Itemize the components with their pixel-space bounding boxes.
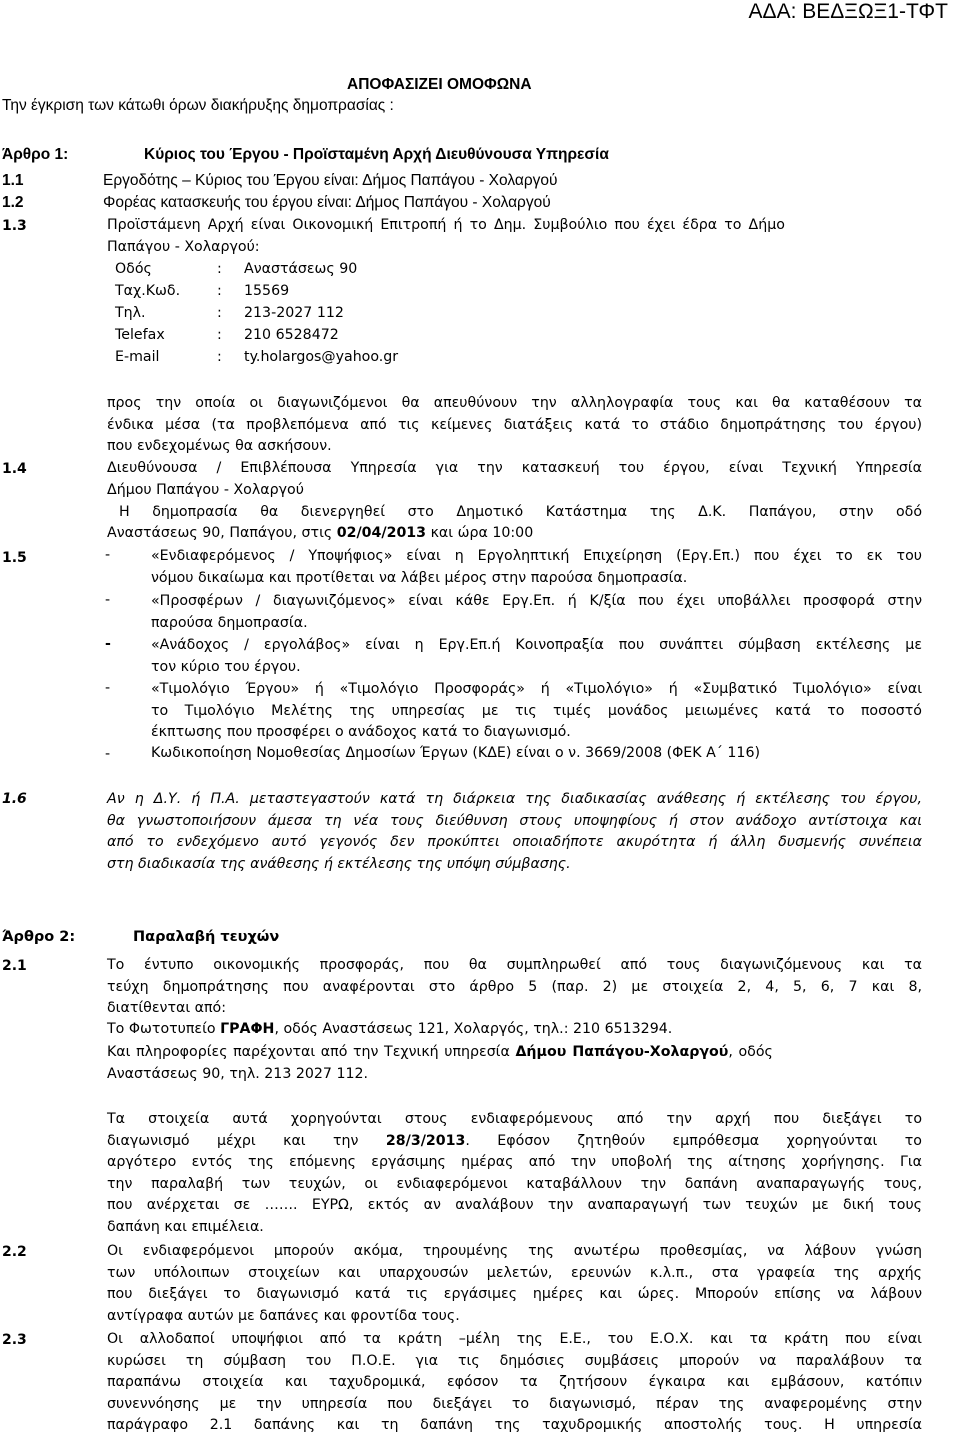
- article2-title: Παραλαβή τευχών: [133, 929, 280, 945]
- auction-date-line: Αναστάσεως 90, Παπάγου, στις 02/04/2013 και ώρα 10:00: [107, 525, 534, 541]
- item-1-3-text-cont: Παπάγου - Χολαργού:: [107, 239, 260, 255]
- definition-item: «Ενδιαφερόμενος / Υποψήφιος» είναι η Εργοληπτική Επιχείρηση (Εργ.Επ.) που έχει το εκ του νόμου δικαίωμα και προτίθεται να λάβει μέρος στην παρούσα δημοπρασία.: [151, 548, 922, 586]
- email-link: ty.holargos@yahoo.gr: [244, 349, 399, 365]
- paragraph-1-6: Αν η Δ.Υ. ή Π.Α. μεταστεγαστούν κατά τη διάρκεια της διαδικασίας ανάθεσης ή εκτέλεσης του έργου, θα γνωστοποιήσουν άμεσα τη νέα τους διεύθυνση στους υποψηφίους ή στον ανάδοχο αντίστοιχα και από το ενδεχόμενο αυτό γεγονός δεν προκύπτει οποιαδήποτε ακυρότητα ή άλλη δυσμενής συνέπεια στη διαδικασία της ανάθεσης ή εκτέλεσης της υπόψη σύμβασης.: [107, 791, 922, 872]
- deadline-date: 28/3/2013: [385, 1132, 466, 1149]
- paragraph-1-3: προς την οποία οι διαγωνιζόμενοι θα απευθύνουν την αλληλογραφία τους και θα καταθέσουν τα ένδικα μέσα (τα προβλεπόμενα από τις κείμενες διατάξεις κατά το στάδιο δημοπράτησης του έργου) που ενδεχομένως θα ασκήσουν.: [107, 395, 922, 454]
- copy-shop-line: Το Φωτοτυπείο ΓΡΑΦΗ, οδός Αναστάσεως 121, Χολαργός, τηλ.: 210 6513294.: [107, 1021, 673, 1037]
- address-row: Ταχ.Κωδ. : 15569: [115, 283, 290, 299]
- paragraph-2-1: Το έντυπο οικονομικής προσφοράς, που θα συμπληρωθεί από τους διαγωνιζόμενους και τα τεύχη δημοπράτησης που αναφέρονται στο άρθρο 5 (παρ. 2) με στοιχεία 2, 4, 5, 6, 7 και 8, διατίθενται από:: [107, 957, 922, 1016]
- decision-title: ΑΠΟΦΑΣΙΖΕΙ ΟΜΟΦΩΝΑ: [347, 76, 532, 93]
- paragraph-2-2: Οι ενδιαφερόμενοι μπορούν ακόμα, τηρουμένης της ανωτέρω προθεσμίας, να λάβουν γνώση των υπόλοιπων στοιχείων και υπαρχουσών μελετών, ερευνών κ.λ.π., στα γραφεία της αρχής που διεξάγει το διαγωνισμό κατά τις εργάσιμες ημέρες και ώρες. Μπορούν επίσης να λάβουν αντίγραφα αυτών με δαπάνες και φροντίδα τους.: [107, 1243, 922, 1324]
- definition-item: Κωδικοποίηση Νομοθεσίας Δημοσίων Έργων (ΚΔΕ) είναι ο ν. 3669/2008 (ΦΕΚ Α΄ 116): [151, 745, 761, 761]
- item-1-2-number: 1.2: [2, 194, 24, 211]
- item-2-2-number: 2.2: [2, 1244, 27, 1260]
- item-1-4-number: 1.4: [2, 461, 27, 477]
- item-1-1-text: Εργοδότης – Κύριος του Έργου είναι: Δήμος Παπάγου - Χολαργού: [103, 172, 558, 189]
- definition-bullet-dash: -: [105, 636, 111, 652]
- address-row: Οδός : Αναστάσεως 90: [115, 261, 358, 277]
- item-1-2-text: Φορέας κατασκευής του έργου είναι: Δήμος Παπάγου - Χολαργού: [103, 194, 551, 211]
- address-row: Τηλ. : 213-2027 112: [115, 305, 344, 321]
- intro-text: Την έγκριση των κάτωθι όρων διακήρυξης δημοπρασίας :: [2, 97, 394, 114]
- copy-shop-name: ΓΡΑΦΗ: [220, 1021, 275, 1037]
- address-row: E-mail : ty.holargos@yahoo.gr: [115, 349, 399, 365]
- item-1-6-number: 1.6: [2, 791, 27, 807]
- info-line-address: Αναστάσεως 90, τηλ. 213 2027 112.: [107, 1066, 369, 1082]
- paragraph-1-4-auction: Η δημοπρασία θα διενεργηθεί στο Δημοτικό Κατάστημα της Δ.Κ. Παπάγου, στην οδό: [119, 504, 922, 520]
- address-row: Telefax : 210 6528472: [115, 327, 339, 343]
- paragraph-2-3: Οι αλλοδαποί υποψήφιοι από τα κράτη –μέλη της Ε.Ε., του Ε.Ο.Χ. και τα κράτη που είναι κυρώσει τη σύμβαση του Π.Ο.Ε. για τις δημόσιες συμβάσεις μπορούν να παραλάβουν τα παραπάνω στοιχεία και ταχυδρομικά, εφόσον τα ζητήσουν έγκαιρα και εμβάσουν, κατόπιν συνεννόησης με την υπηρεσία που διεξάγει το διαγωνισμό, πέραν της αναφερομένης στην παράγραφο 2.1 δαπάνης και τη δαπάνη της ταχυδρομικής αποστολής τους. Η υπηρεσία: [107, 1331, 922, 1433]
- definition-bullet-dash: -: [105, 746, 111, 762]
- definition-item: «Ανάδοχος / εργολάβος» είναι η Εργ.Επ.ή Κοινοπραξία που συνάπτει σύμβαση εκτέλεσης με τον κύριο του έργου.: [151, 637, 922, 675]
- definition-bullet-dash: -: [105, 592, 111, 608]
- definition-bullet-dash: -: [105, 680, 111, 696]
- auction-date: 02/04/2013: [336, 525, 427, 541]
- item-2-3-number: 2.3: [2, 1332, 27, 1348]
- item-1-3-text: Προϊστάμενη Αρχή είναι Οικονομική Επιτροπή ή το Δημ. Συμβούλιο που έχει έδρα το Δήμο: [107, 217, 785, 233]
- ada-code: ΑΔΑ: ΒΕΔΞΩΞ1-ΤΦΤ: [748, 0, 948, 23]
- paragraph-2-1-dates: Τα στοιχεία αυτά χορηγούνται στους ενδιαφερόμενους από την αρχή που διεξάγει το διαγωνισμό μέχρι και την 28/3/2013. Εφόσον ζητηθούν εμπρόθεσμα χορηγούνται το αργότερο εντός της επόμενης εργάσιμης ημέρας από την υποβολή της αίτησης χορήγησης. Για την παραλαβή των τευχών, οι ενδιαφερόμενοι καταβάλλουν την δαπάνη αναπαραγωγής τους, που ανέρχεται σε ……. ΕΥΡΩ, εκτός αν αναλάβουν την αναπαραγωγή των τευχών με δική τους δαπάνη και επιμέλεια.: [107, 1111, 922, 1235]
- definition-item: «Προσφέρων / διαγωνιζόμενος» είναι κάθε Εργ.Επ. ή Κ/ξία που έχει υποβάλλει προσφορά στην παρούσα δημοπρασία.: [151, 593, 922, 631]
- article1-title: Κύριος του Έργου - Προϊσταμένη Αρχή Διευθύνουσα Υπηρεσία: [144, 146, 609, 163]
- paragraph-1-4: Διευθύνουσα / Επιβλέπουσα Υπηρεσία για την κατασκευή του έργου, είναι Τεχνική Υπηρεσία Δήμου Παπάγου - Χολαργού: [107, 460, 922, 498]
- item-1-5-number: 1.5: [2, 550, 27, 566]
- item-1-3-number: 1.3: [2, 218, 27, 234]
- article2-label: Άρθρο 2:: [2, 929, 76, 945]
- article1-label: Άρθρο 1:: [2, 146, 69, 163]
- item-1-1-number: 1.1: [2, 172, 24, 189]
- municipality-name: Δήμου Παπάγου-Χολαργού: [515, 1044, 729, 1060]
- definition-bullet-dash: -: [105, 547, 111, 563]
- info-line: Και πληροφορίες παρέχονται από την Τεχνική υπηρεσία Δήμου Παπάγου-Χολαργού, οδός: [107, 1044, 773, 1060]
- item-2-1-number: 2.1: [2, 958, 27, 974]
- definition-item: «Τιμολόγιο Έργου» ή «Τιμολόγιο Προσφοράς» ή «Τιμολόγιο» ή «Συμβατικό Τιμολόγιο» είναι το Τιμολόγιο Μελέτης της υπηρεσίας με τις τιμές μονάδος μειωμένες κατά το ποσοστό έκπτωσης που προσφέρει ο ανάδοχος κατά το διαγωνισμό.: [151, 681, 922, 740]
